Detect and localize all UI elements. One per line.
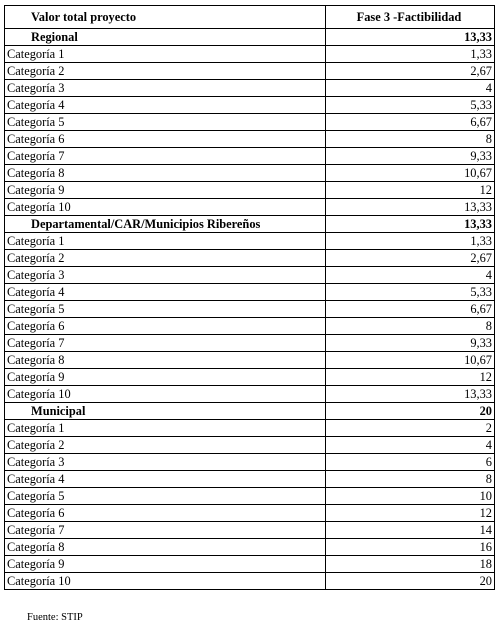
category-value: 8 [326,131,495,148]
category-value: 2 [326,420,495,437]
group-label: Municipal [5,403,326,420]
table-row [5,250,495,267]
table-row [5,318,495,335]
group-total: 13,33 [326,29,495,46]
category-value: 13,33 [326,199,495,216]
category-label: Categoría 7 [5,148,326,165]
group-total: 20 [326,403,495,420]
table-row [5,267,495,284]
category-label: Categoría 5 [5,114,326,131]
table-row [5,182,495,199]
table-row [5,539,495,556]
table-row [5,437,495,454]
table-row [5,369,495,386]
category-label: Categoría 9 [5,369,326,386]
table-row [5,97,495,114]
category-label: Categoría 3 [5,267,326,284]
category-label: Categoría 9 [5,556,326,573]
category-label: Categoría 6 [5,505,326,522]
category-label: Categoría 4 [5,97,326,114]
category-label: Categoría 1 [5,420,326,437]
category-value: 8 [326,471,495,488]
category-label: Categoría 10 [5,573,326,590]
category-label: Categoría 3 [5,80,326,97]
table-row [5,386,495,403]
table-row [5,148,495,165]
category-value: 6,67 [326,301,495,318]
category-value: 1,33 [326,233,495,250]
category-label: Categoría 5 [5,301,326,318]
table-row [5,335,495,352]
table-row [5,131,495,148]
category-label: Categoría 2 [5,250,326,267]
header-project-value: Valor total proyecto [5,6,326,29]
group-label: Departamental/CAR/Municipios Ribereños [5,216,326,233]
table-row [5,199,495,216]
category-label: Categoría 7 [5,335,326,352]
group-row [5,29,495,46]
category-label: Categoría 6 [5,318,326,335]
category-value: 12 [326,505,495,522]
category-label: Categoría 10 [5,199,326,216]
category-label: Categoría 8 [5,352,326,369]
category-label: Categoría 1 [5,233,326,250]
group-label: Regional [5,29,326,46]
table-row [5,114,495,131]
category-label: Categoría 10 [5,386,326,403]
table-row [5,488,495,505]
category-value: 6,67 [326,114,495,131]
category-value: 13,33 [326,386,495,403]
table-row [5,63,495,80]
category-value: 18 [326,556,495,573]
table-row [5,420,495,437]
category-value: 4 [326,267,495,284]
category-value: 10,67 [326,165,495,182]
category-value: 20 [326,573,495,590]
category-label: Categoría 7 [5,522,326,539]
category-value: 16 [326,539,495,556]
table-header-row [5,6,495,29]
table-row [5,80,495,97]
table-row [5,46,495,63]
category-value: 8 [326,318,495,335]
category-value: 1,33 [326,46,495,63]
table-body [5,29,495,590]
group-total: 13,33 [326,216,495,233]
table-row [5,165,495,182]
category-value: 12 [326,369,495,386]
group-row [5,403,495,420]
table-row [5,471,495,488]
category-label: Categoría 8 [5,539,326,556]
category-value: 14 [326,522,495,539]
category-label: Categoría 5 [5,488,326,505]
category-value: 4 [326,80,495,97]
table-row [5,352,495,369]
category-label: Categoría 1 [5,46,326,63]
category-label: Categoría 9 [5,182,326,199]
category-value: 10 [326,488,495,505]
category-label: Categoría 2 [5,63,326,80]
category-value: 5,33 [326,284,495,301]
category-label: Categoría 8 [5,165,326,182]
category-value: 6 [326,454,495,471]
category-label: Categoría 4 [5,284,326,301]
table-row [5,556,495,573]
category-value: 10,67 [326,352,495,369]
category-value: 4 [326,437,495,454]
table-row [5,454,495,471]
category-value: 9,33 [326,335,495,352]
group-row [5,216,495,233]
category-value: 9,33 [326,148,495,165]
category-label: Categoría 6 [5,131,326,148]
table-row [5,284,495,301]
table-row [5,522,495,539]
category-value: 2,67 [326,63,495,80]
category-label: Categoría 2 [5,437,326,454]
header-phase: Fase 3 -Factibilidad [326,6,495,29]
category-value: 12 [326,182,495,199]
category-value: 2,67 [326,250,495,267]
table-row [5,233,495,250]
table-row [5,573,495,590]
table-row [5,301,495,318]
table-row [5,505,495,522]
value-table [4,5,495,590]
source-note: Fuente: STIP [27,612,83,623]
category-label: Categoría 3 [5,454,326,471]
category-label: Categoría 4 [5,471,326,488]
category-value: 5,33 [326,97,495,114]
